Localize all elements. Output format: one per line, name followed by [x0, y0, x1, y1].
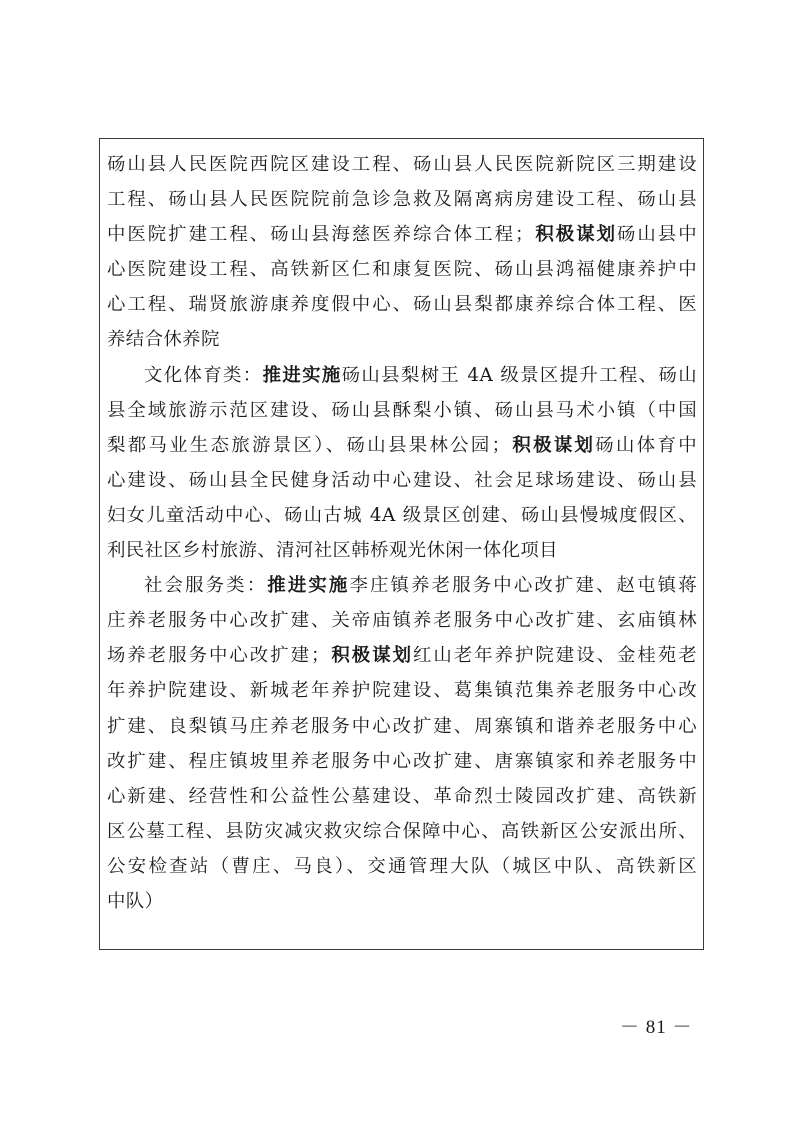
page-number: － 81 －: [620, 1017, 693, 1038]
document-body: [107, 147, 697, 919]
text-line: [107, 393, 697, 428]
text-run: 砀山县中: [617, 224, 697, 246]
text-line: [107, 744, 697, 779]
text-line: [107, 849, 697, 884]
paragraph: [107, 147, 697, 358]
text-run: 心建设、砀山县全民健身活动中心建设、社会足球场建设、砀山县: [107, 469, 697, 491]
text-run: 场养老服务中心改扩建；: [107, 645, 330, 667]
text-run: 心医院建设工程、高铁新区仁和康复医院、砀山县鸿福健康养护中: [107, 259, 697, 281]
text-line: [107, 147, 697, 182]
text-line: [107, 673, 697, 708]
text-run: 养结合休养院: [107, 329, 220, 351]
text-run: 公安检查站（曹庄、马良）、交通管理大队（城区中队、高铁新区: [107, 855, 697, 877]
emphasis-text: 推进实施: [262, 364, 342, 386]
paragraph: [107, 568, 697, 919]
text-run: 扩建、良梨镇马庄养老服务中心改扩建、周寨镇和谐养老服务中心: [107, 715, 697, 737]
text-line: [107, 709, 697, 744]
text-line: [107, 603, 697, 638]
text-run: 心新建、经营性和公益性公墓建设、革命烈士陵园改扩建、高铁新: [107, 785, 697, 807]
text-run: 区公墓工程、县防灾减灾救灾综合保障中心、高铁新区公安派出所、: [107, 820, 697, 842]
text-run: 砀山体育中: [595, 434, 697, 456]
text-run: 年养护院建设、新城老年养护院建设、葛集镇范集养老服务中心改: [107, 680, 697, 702]
paragraph: [107, 358, 697, 569]
text-line: [107, 498, 697, 533]
text-run: 工程、砀山县人民医院院前急诊急救及隔离病房建设工程、砀山县: [107, 189, 697, 211]
text-line: [107, 182, 697, 217]
text-line: [107, 217, 697, 252]
text-run: 梨都马业生态旅游景区）、砀山县果林公园；: [107, 434, 511, 456]
text-line: [107, 533, 697, 568]
text-run: 改扩建、程庄镇坡里养老服务中心改扩建、唐寨镇家和养老服务中: [107, 750, 697, 772]
emphasis-text: 积极谋划: [510, 434, 596, 456]
text-run: 砀山县人民医院西院区建设工程、砀山县人民医院新院区三期建设: [107, 154, 697, 175]
text-run: 中队）: [107, 890, 164, 912]
emphasis-text: 积极谋划: [533, 224, 617, 246]
text-run: 利民社区乡村旅游、清河社区韩桥观光休闲一体化项目: [107, 540, 558, 562]
text-line: [107, 884, 697, 919]
text-line: [107, 252, 697, 287]
text-run: 李庄镇养老服务中心改扩建、赵屯镇蒋: [349, 575, 697, 597]
text-run: 庄养老服务中心改扩建、关帝庙镇养老服务中心改扩建、玄庙镇林: [107, 610, 697, 632]
text-line: [107, 814, 697, 849]
text-run: 红山老年养护院建设、金桂苑老: [413, 645, 697, 667]
text-line: [107, 428, 697, 463]
text-line: [107, 568, 697, 603]
text-run: 文化体育类：: [144, 364, 263, 386]
emphasis-text: 推进实施: [267, 575, 350, 597]
text-run: 心工程、瑞贤旅游康养度假中心、砀山县梨都康养综合体工程、医: [107, 294, 697, 316]
text-run: 妇女儿童活动中心、砀山古城 4A 级景区创建、砀山县慢城度假区、: [107, 504, 697, 526]
text-run: 砀山县梨树王 4A 级景区提升工程、砀山: [341, 364, 697, 386]
text-line: [107, 779, 697, 814]
text-run: 中医院扩建工程、砀山县海慈医养综合体工程；: [107, 224, 534, 246]
text-run: 社会服务类：: [144, 575, 268, 597]
text-line: [107, 358, 697, 393]
text-line: [107, 287, 697, 322]
text-line: [107, 638, 697, 673]
text-line: [107, 463, 697, 498]
text-line: [107, 322, 697, 357]
emphasis-text: 积极谋划: [329, 645, 414, 667]
text-run: 县全域旅游示范区建设、砀山县酥梨小镇、砀山县马术小镇（中国: [107, 399, 697, 421]
